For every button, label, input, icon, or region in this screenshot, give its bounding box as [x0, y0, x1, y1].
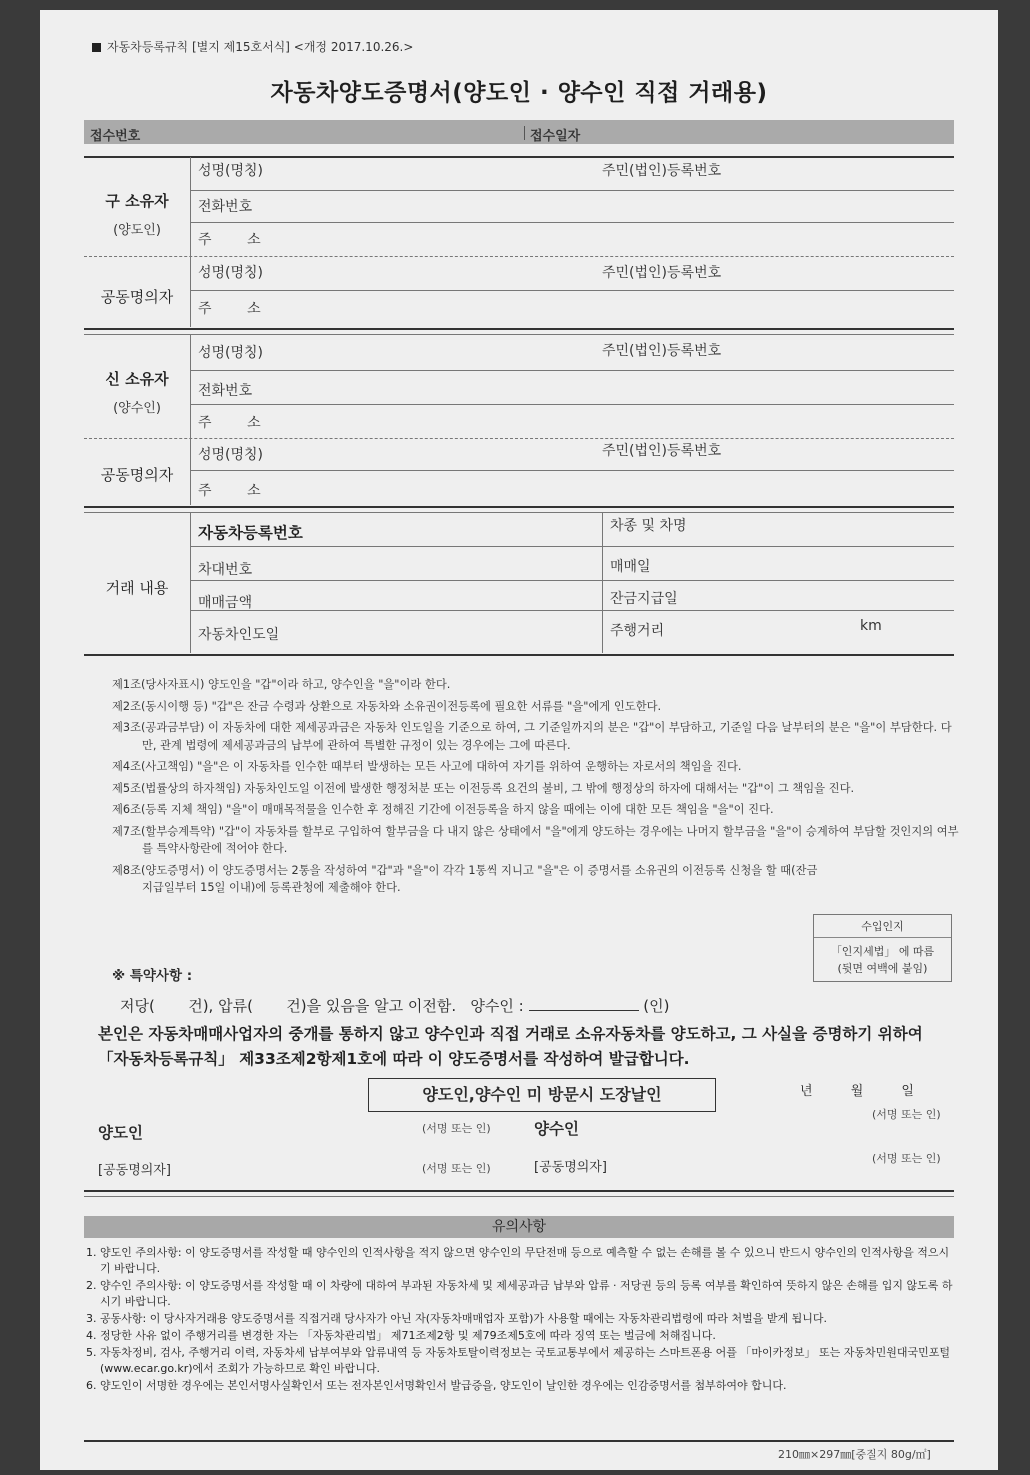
- buyer-address-label: 주 소: [198, 415, 261, 431]
- seller-signature-hint: (서명 또는 인): [422, 1122, 491, 1135]
- section-rule: [84, 506, 954, 508]
- section-rule: [84, 512, 954, 513]
- note-3: 3. 공동사항: 이 당사자거래용 양도증명서를 직접거래 당사자가 아닌 자(자동차매매업자 포함)가 사용할 때에는 자동차관리법령에 따라 처벌을 받게 됩니다.: [86, 1312, 828, 1325]
- article-4: 제4조(사고책임) "을"은 이 자동차를 인수한 때부터 발생하는 모든 사고에 대하여 자기를 위하여 운행하는 자로서의 책임을 진다.: [112, 760, 742, 773]
- article-3: 제3조(공과금부담) 이 자동차에 대한 제세공과금은 자동차 인도일을 기준으로 하여, 그 기준일까지의 분은 "갑"이 부담하고, 기준일 다음 날부터의 분은 "을"이 부담한다. 다만, 관계 법령에 제세공과금의 납부에 관하여 특별한 규정이 있는 경우에는 그에 따른다.: [112, 721, 952, 752]
- note-6: 6. 양도인이 서명한 경우에는 본인서명사실확인서 또는 전자본인서명확인서 발급증을, 양도인이 날인한 경우에는 인감증명서를 첨부하여야 합니다.: [86, 1379, 787, 1392]
- seller-joint-signature-label: [공동명의자]: [98, 1163, 171, 1178]
- form-title: 자동차양도증명서(양도인 · 양수인 직접 거래용): [270, 80, 768, 106]
- section-rule: [84, 1190, 954, 1192]
- form-reference: 자동차등록규칙 [별지 제15호서식] <개정 2017.10.26.>: [92, 38, 413, 55]
- seller-regno-label: 주민(법인)등록번호: [602, 163, 722, 179]
- km-unit-label: km: [860, 618, 882, 634]
- mileage-label: 주행거리: [610, 623, 665, 639]
- chassis-no-label: 차대번호: [198, 562, 253, 578]
- revenue-stamp-text: 「인지세법」 에 따름 (뒷면 여백에 붙임): [830, 945, 935, 975]
- section-rule: [84, 334, 954, 335]
- car-model-label: 차종 및 차명: [610, 518, 687, 534]
- special-terms-label: ※ 특약사항 :: [112, 968, 193, 984]
- revenue-stamp-title: 수입인지: [814, 915, 951, 938]
- buyer-name-label: 성명(명칭): [198, 345, 264, 361]
- column-divider: [190, 513, 191, 653]
- section-rule: [84, 1440, 954, 1442]
- special-terms-line: 저당( 건), 압류( 건)을 있음을 알고 이전함. 양수인 : (인): [120, 997, 670, 1015]
- article-7: 제7조(할부승계특약) "갑"이 자동차를 할부로 구입하여 할부금을 다 내지 않은 상태에서 "을"에게 양도하는 경우에는 나머지 할부금을 "을"이 승계하여 부담할 것인지의 여부를 특약사항란에 적어야 한다.: [112, 824, 959, 855]
- buyer-joint-regno-label: 주민(법인)등록번호: [602, 443, 722, 459]
- article-2: 제2조(동시이행 등) "갑"은 잔금 수령과 상환으로 자동차와 소유권이전등록에 필요한 서류를 "을"에게 인도한다.: [112, 699, 662, 713]
- row-rule: [190, 370, 954, 371]
- note-5: 5. 자동차정비, 검사, 주행거리 이력, 자동차세 납부여부와 압류내역 등 자동차토탈이력정보는 국토교통부에서 제공하는 스마트폰용 어플 「마이카정보」 또는 자동차민원대국민포털(www.ecar.go.kr)에서 조회가 가능하므로 확인 바랍니다.: [86, 1346, 950, 1375]
- buyer-signature-hint: (서명 또는 인): [872, 1108, 941, 1121]
- buyer-section-label: 신 소유자 (양수인): [105, 370, 169, 416]
- receipt-date-label: 접수일자: [530, 129, 581, 144]
- balance-date-label: 잔금지급일: [610, 591, 678, 607]
- row-rule-dashed: [84, 256, 954, 257]
- buyer-regno-label: 주민(법인)등록번호: [602, 343, 722, 359]
- note-1: 1. 양도인 주의사항: 이 양도증명서를 작성할 때 양수인의 인적사항을 적지 않으면 양수인의 무단전매 등으로 예측할 수 없는 손해를 볼 수 있으니 반드시 양수인의 인적사항을 적으시기 바랍니다.: [86, 1246, 950, 1275]
- row-rule: [190, 404, 954, 405]
- article-5: 제5조(법률상의 하자책임) 자동차인도일 이전에 발생한 행정처분 또는 이전등록 요건의 불비, 그 밖에 행정상의 하자에 대해서는 "갑"이 그 책임을 진다.: [112, 781, 855, 795]
- buyer-joint-name-label: 성명(명칭): [198, 447, 264, 463]
- articles: [112, 676, 962, 901]
- sale-price-label: 매매금액: [198, 595, 253, 611]
- visit-stamp-box: 양도인,양수인 미 방문시 도장날인: [368, 1078, 716, 1112]
- seller-section-label: 구 소유자 (양도인): [105, 192, 169, 238]
- row-rule: [190, 190, 954, 191]
- paper-spec: 210㎜×297㎜[중질지 80g/㎡]: [778, 1448, 931, 1461]
- column-divider: [602, 513, 603, 653]
- receipt-divider: [524, 126, 525, 140]
- article-1: 제1조(당사자표시) 양도인을 "갑"이라 하고, 양수인을 "을"이라 한다.: [112, 678, 451, 691]
- date-line: 년 월 일: [800, 1084, 914, 1099]
- seller-joint-regno-label: 주민(법인)등록번호: [602, 265, 722, 281]
- deal-section-label: 거래 내용: [105, 579, 169, 597]
- receipt-bar: [84, 120, 954, 144]
- square-bullet-icon: [92, 43, 101, 52]
- sale-date-label: 매매일: [610, 559, 651, 575]
- article-8: 제8조(양도증명서) 이 양도증명서는 2통을 작성하여 "갑"과 "을"이 각각 1통씩 지니고 "을"은 이 증명서를 소유권의 이전등록 신청을 할 때(잔금지급일부터 15일 이내)에 등록관청에 제출해야 한다.: [112, 863, 818, 894]
- form-paper: [40, 10, 998, 1470]
- row-rule: [190, 290, 954, 291]
- seller-joint-signature-hint: (서명 또는 인): [422, 1162, 491, 1175]
- notes-title: 유의사항: [84, 1216, 954, 1238]
- buyer-phone-label: 전화번호: [198, 383, 253, 399]
- buyer-joint-label: 공동명의자: [100, 466, 174, 484]
- seller-signature-label: 양도인: [98, 1124, 143, 1142]
- receipt-number-label: 접수번호: [90, 129, 141, 144]
- column-divider: [190, 335, 191, 505]
- row-rule: [190, 610, 954, 611]
- section-rule: [84, 1196, 954, 1197]
- note-2: 2. 양수인 주의사항: 이 양도증명서를 작성할 때 이 차량에 대하여 부과된 자동차세 및 제세공과금 납부와 압류 · 저당권 등의 등록 여부를 확인하여 뜻하지 않은 손해를 입지 않도록 하시기 바랍니다.: [86, 1279, 953, 1308]
- seller-joint-address-label: 주 소: [198, 301, 261, 317]
- revenue-stamp-box: [813, 914, 952, 982]
- seller-address-label: 주 소: [198, 232, 261, 248]
- row-rule: [190, 580, 954, 581]
- seller-phone-label: 전화번호: [198, 199, 253, 215]
- row-rule-dashed: [84, 438, 954, 439]
- seller-joint-name-label: 성명(명칭): [198, 265, 264, 281]
- buyer-sign-blank[interactable]: [529, 996, 639, 1011]
- section-rule: [84, 156, 954, 158]
- car-reg-no-label: 자동차등록번호: [198, 524, 303, 542]
- section-rule: [84, 328, 954, 330]
- row-rule: [190, 546, 954, 547]
- declaration-text: 본인은 자동차매매사업자의 중개를 통하지 않고 양수인과 직접 거래로 소유자동차를 양도하고, 그 사실을 증명하기 위하여 「자동차등록규칙」 제33조제2항제1호에 따라 이 양도증명서를 작성하여 발급합니다.: [98, 1025, 923, 1068]
- seller-name-label: 성명(명칭): [198, 163, 264, 179]
- column-divider: [190, 157, 191, 327]
- article-6: 제6조(등록 지체 책임) "을"이 매매목적물을 인수한 후 정해진 기간에 이전등록을 하지 않을 때에는 이에 대한 모든 책임을 "을"이 진다.: [112, 803, 774, 816]
- row-rule: [190, 470, 954, 471]
- note-4: 4. 정당한 사유 없이 주행거리를 변경한 자는 「자동차관리법」 제71조제2항 및 제79조제5호에 따라 징역 또는 벌금에 처해집니다.: [86, 1329, 716, 1342]
- buyer-joint-signature-hint: (서명 또는 인): [872, 1152, 941, 1165]
- row-rule: [190, 222, 954, 223]
- section-rule: [84, 654, 954, 656]
- notes-list: [84, 1245, 959, 1395]
- buyer-joint-signature-label: [공동명의자]: [534, 1160, 607, 1175]
- buyer-joint-address-label: 주 소: [198, 483, 261, 499]
- buyer-signature-label: 양수인: [534, 1120, 579, 1138]
- delivery-date-label: 자동차인도일: [198, 627, 280, 643]
- seller-joint-label: 공동명의자: [100, 288, 174, 306]
